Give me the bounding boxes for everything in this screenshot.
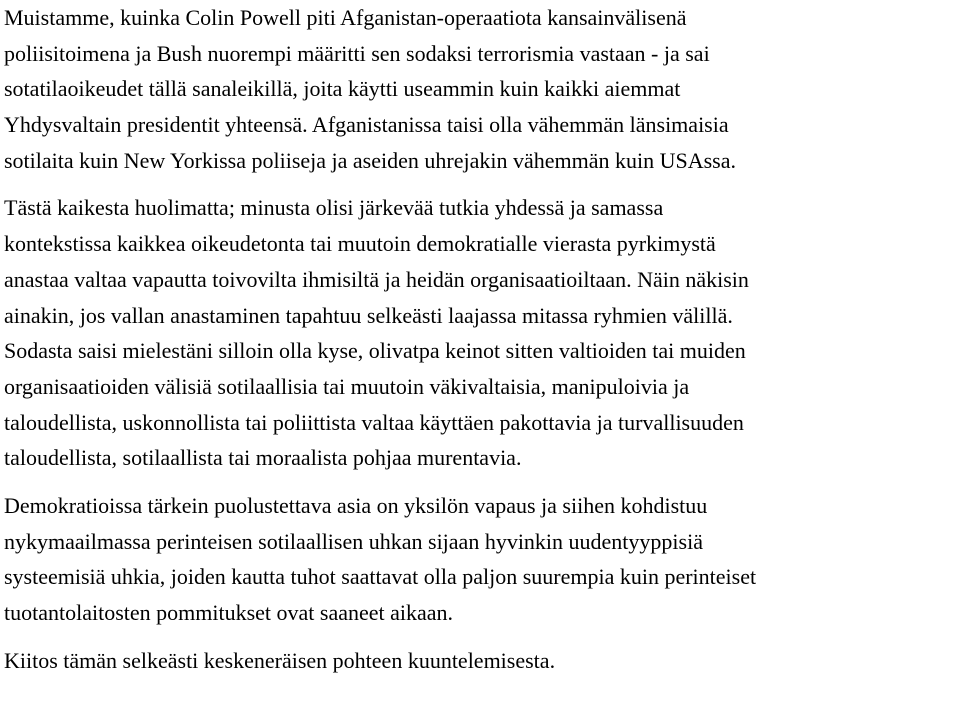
- text-line: Sodasta saisi mielestäni silloin olla kyse, olivatpa keinot sitten valtioiden tai muiden: [4, 338, 746, 364]
- text-line: tuotantolaitosten pommitukset ovat saaneet aikaan.: [4, 600, 454, 625]
- text-line: ainakin, jos vallan anastaminen tapahtuu selkeästi laajassa mitassa ryhmien välillä.: [4, 302, 733, 328]
- paragraph-2: [4, 190, 958, 476]
- paragraph-gap: [4, 178, 958, 190]
- paragraph-gap: [4, 476, 958, 488]
- text-line: organisaatioiden välisiä sotilaallisia tai muutoin väkivaltaisia, manipuloivia ja: [4, 373, 690, 399]
- text-line: systeemisiä uhkia, joiden kautta tuhot saattavat olla paljon suurempia kuin perinteiset: [4, 564, 757, 590]
- paragraph-4: [4, 643, 958, 679]
- paragraph-1: [4, 0, 958, 178]
- text-line: poliisitoimena ja Bush nuorempi määritti sen sodaksi terrorismia vastaan - ja sai: [4, 40, 710, 66]
- text-line: taloudellista, sotilaallista tai moraalista pohjaa murentavia.: [4, 445, 522, 471]
- text-line: Kiitos tämän selkeästi keskeneräisen pohteen kuuntelemisesta.: [4, 647, 556, 673]
- text-line: Yhdysvaltain presidentit yhteensä. Afganistanissa taisi olla vähemmän länsimaisia: [4, 112, 729, 138]
- text-line: Muistamme, kuinka Colin Powell piti Afganistan-operaatiota kansainvälisenä: [4, 5, 687, 30]
- paragraph-3: [4, 488, 958, 631]
- document-body: [4, 0, 958, 678]
- text-line: sotatilaoikeudet tällä sanaleikillä, joita käytti useammin kuin kaikki aiemmat: [4, 76, 681, 102]
- text-line: anastaa valtaa vapautta toivovilta ihmisiltä ja heidän organisaatioiltaan. Näin näkisin: [4, 266, 749, 292]
- text-line: sotilaita kuin New Yorkissa poliiseja ja aseiden uhrejakin vähemmän kuin USAssa.: [4, 147, 736, 173]
- text-line: kontekstissa kaikkea oikeudetonta tai muutoin demokratialle vierasta pyrkimystä: [4, 231, 716, 257]
- paragraph-gap: [4, 631, 958, 643]
- text-line: taloudellista, uskonnollista tai poliittista valtaa käyttäen pakottavia ja turvallisuuden: [4, 409, 744, 435]
- text-line: Demokratioissa tärkein puolustettava asia on yksilön vapaus ja siihen kohdistuu: [4, 492, 708, 518]
- text-line: Tästä kaikesta huolimatta; minusta olisi järkevää tutkia yhdessä ja samassa: [4, 195, 664, 221]
- text-line: nykymaailmassa perinteisen sotilaallisen uhkan sijaan hyvinkin uudentyyppisiä: [4, 528, 703, 554]
